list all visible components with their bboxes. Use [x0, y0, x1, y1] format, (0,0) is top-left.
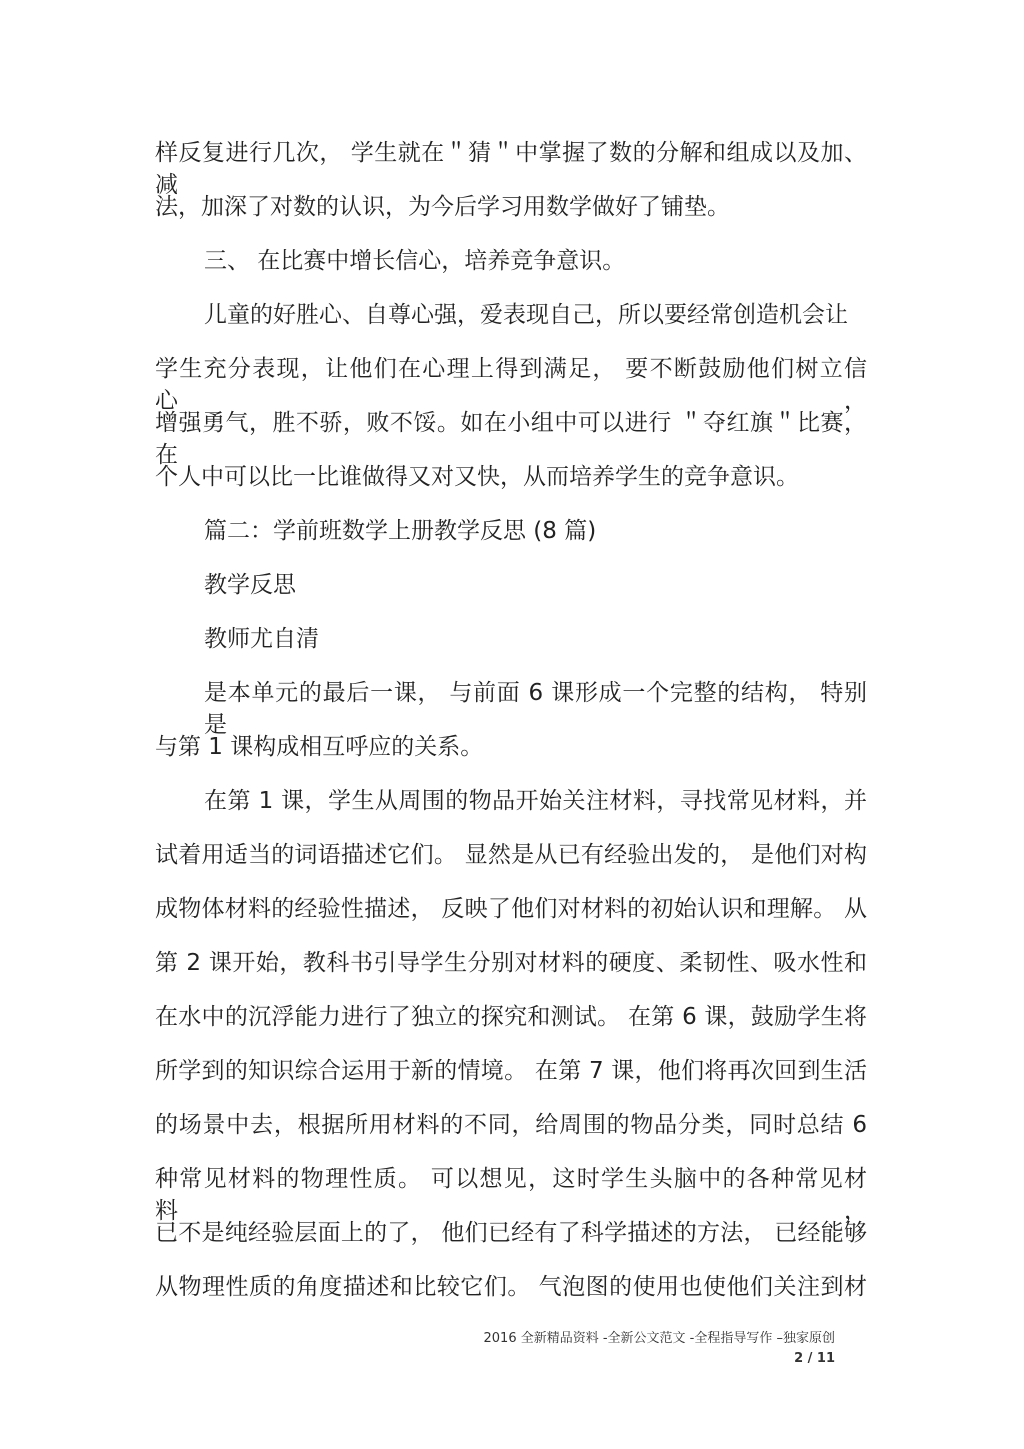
- text-line: 成物体材料的经验性描述， 反映了他们对材料的初始认识和理解。 从: [155, 896, 867, 922]
- page-number: 2 / 11: [794, 1351, 835, 1366]
- text-line: 在第 1 课，学生从周围的物品开始关注材料，寻找常见材料，并: [204, 788, 867, 814]
- text-line: 增强勇气，胜不骄，败不馁。如在小组中可以进行 ＂夺红旗＂比赛，在: [155, 410, 867, 468]
- text-line: 与第 1 课构成相互呼应的关系。: [155, 734, 484, 760]
- text-line: 学生充分表现，让他们在心理上得到满足， 要不断鼓励他们树立信心，: [155, 356, 867, 414]
- text-line: 的场景中去，根据所用材料的不同，给周围的物品分类，同时总结 6: [155, 1112, 867, 1138]
- text-line: 是本单元的最后一课， 与前面 6 课形成一个完整的结构， 特别是: [204, 680, 867, 738]
- text-line: 法，加深了对数的认识，为今后学习用数学做好了铺垫。: [155, 194, 730, 220]
- section-heading: 三、 在比赛中增长信心，培养竞争意识。: [204, 248, 626, 274]
- text-line: 儿童的好胜心、自尊心强，爱表现自己，所以要经常创造机会让: [204, 302, 848, 328]
- page-footer: 2016 全新精品资料 -全新公文范文 -全程指导写作 –独家原创: [483, 1331, 835, 1346]
- text-line: 个人中可以比一比谁做得又对又快，从而培养学生的竞争意识。: [155, 464, 799, 490]
- text-line: 所学到的知识综合运用于新的情境。 在第 7 课，他们将再次回到生活: [155, 1058, 867, 1084]
- text-line: 在水中的沉浮能力进行了独立的探究和测试。 在第 6 课，鼓励学生将: [155, 1004, 867, 1030]
- author-line: 教师尤自清: [204, 626, 319, 652]
- text-line: 试着用适当的词语描述它们。 显然是从已有经验出发的， 是他们对构: [155, 842, 867, 868]
- text-line: 种常见材料的物理性质。 可以想见，这时学生头脑中的各种常见材料，: [155, 1166, 867, 1224]
- subheading: 教学反思: [204, 572, 296, 598]
- chapter-heading: 篇二：学前班数学上册教学反思 (8 篇): [204, 518, 597, 544]
- text-line: 样反复进行几次， 学生就在＂猜＂中掌握了数的分解和组成以及加、 减: [155, 140, 867, 198]
- text-line: 第 2 课开始，教科书引导学生分别对材料的硬度、柔韧性、吸水性和: [155, 950, 867, 976]
- text-line: 从物理性质的角度描述和比较它们。 气泡图的使用也使他们关注到材: [155, 1274, 867, 1300]
- text-line: 已不是纯经验层面上的了， 他们已经有了科学描述的方法， 已经能够: [155, 1220, 867, 1246]
